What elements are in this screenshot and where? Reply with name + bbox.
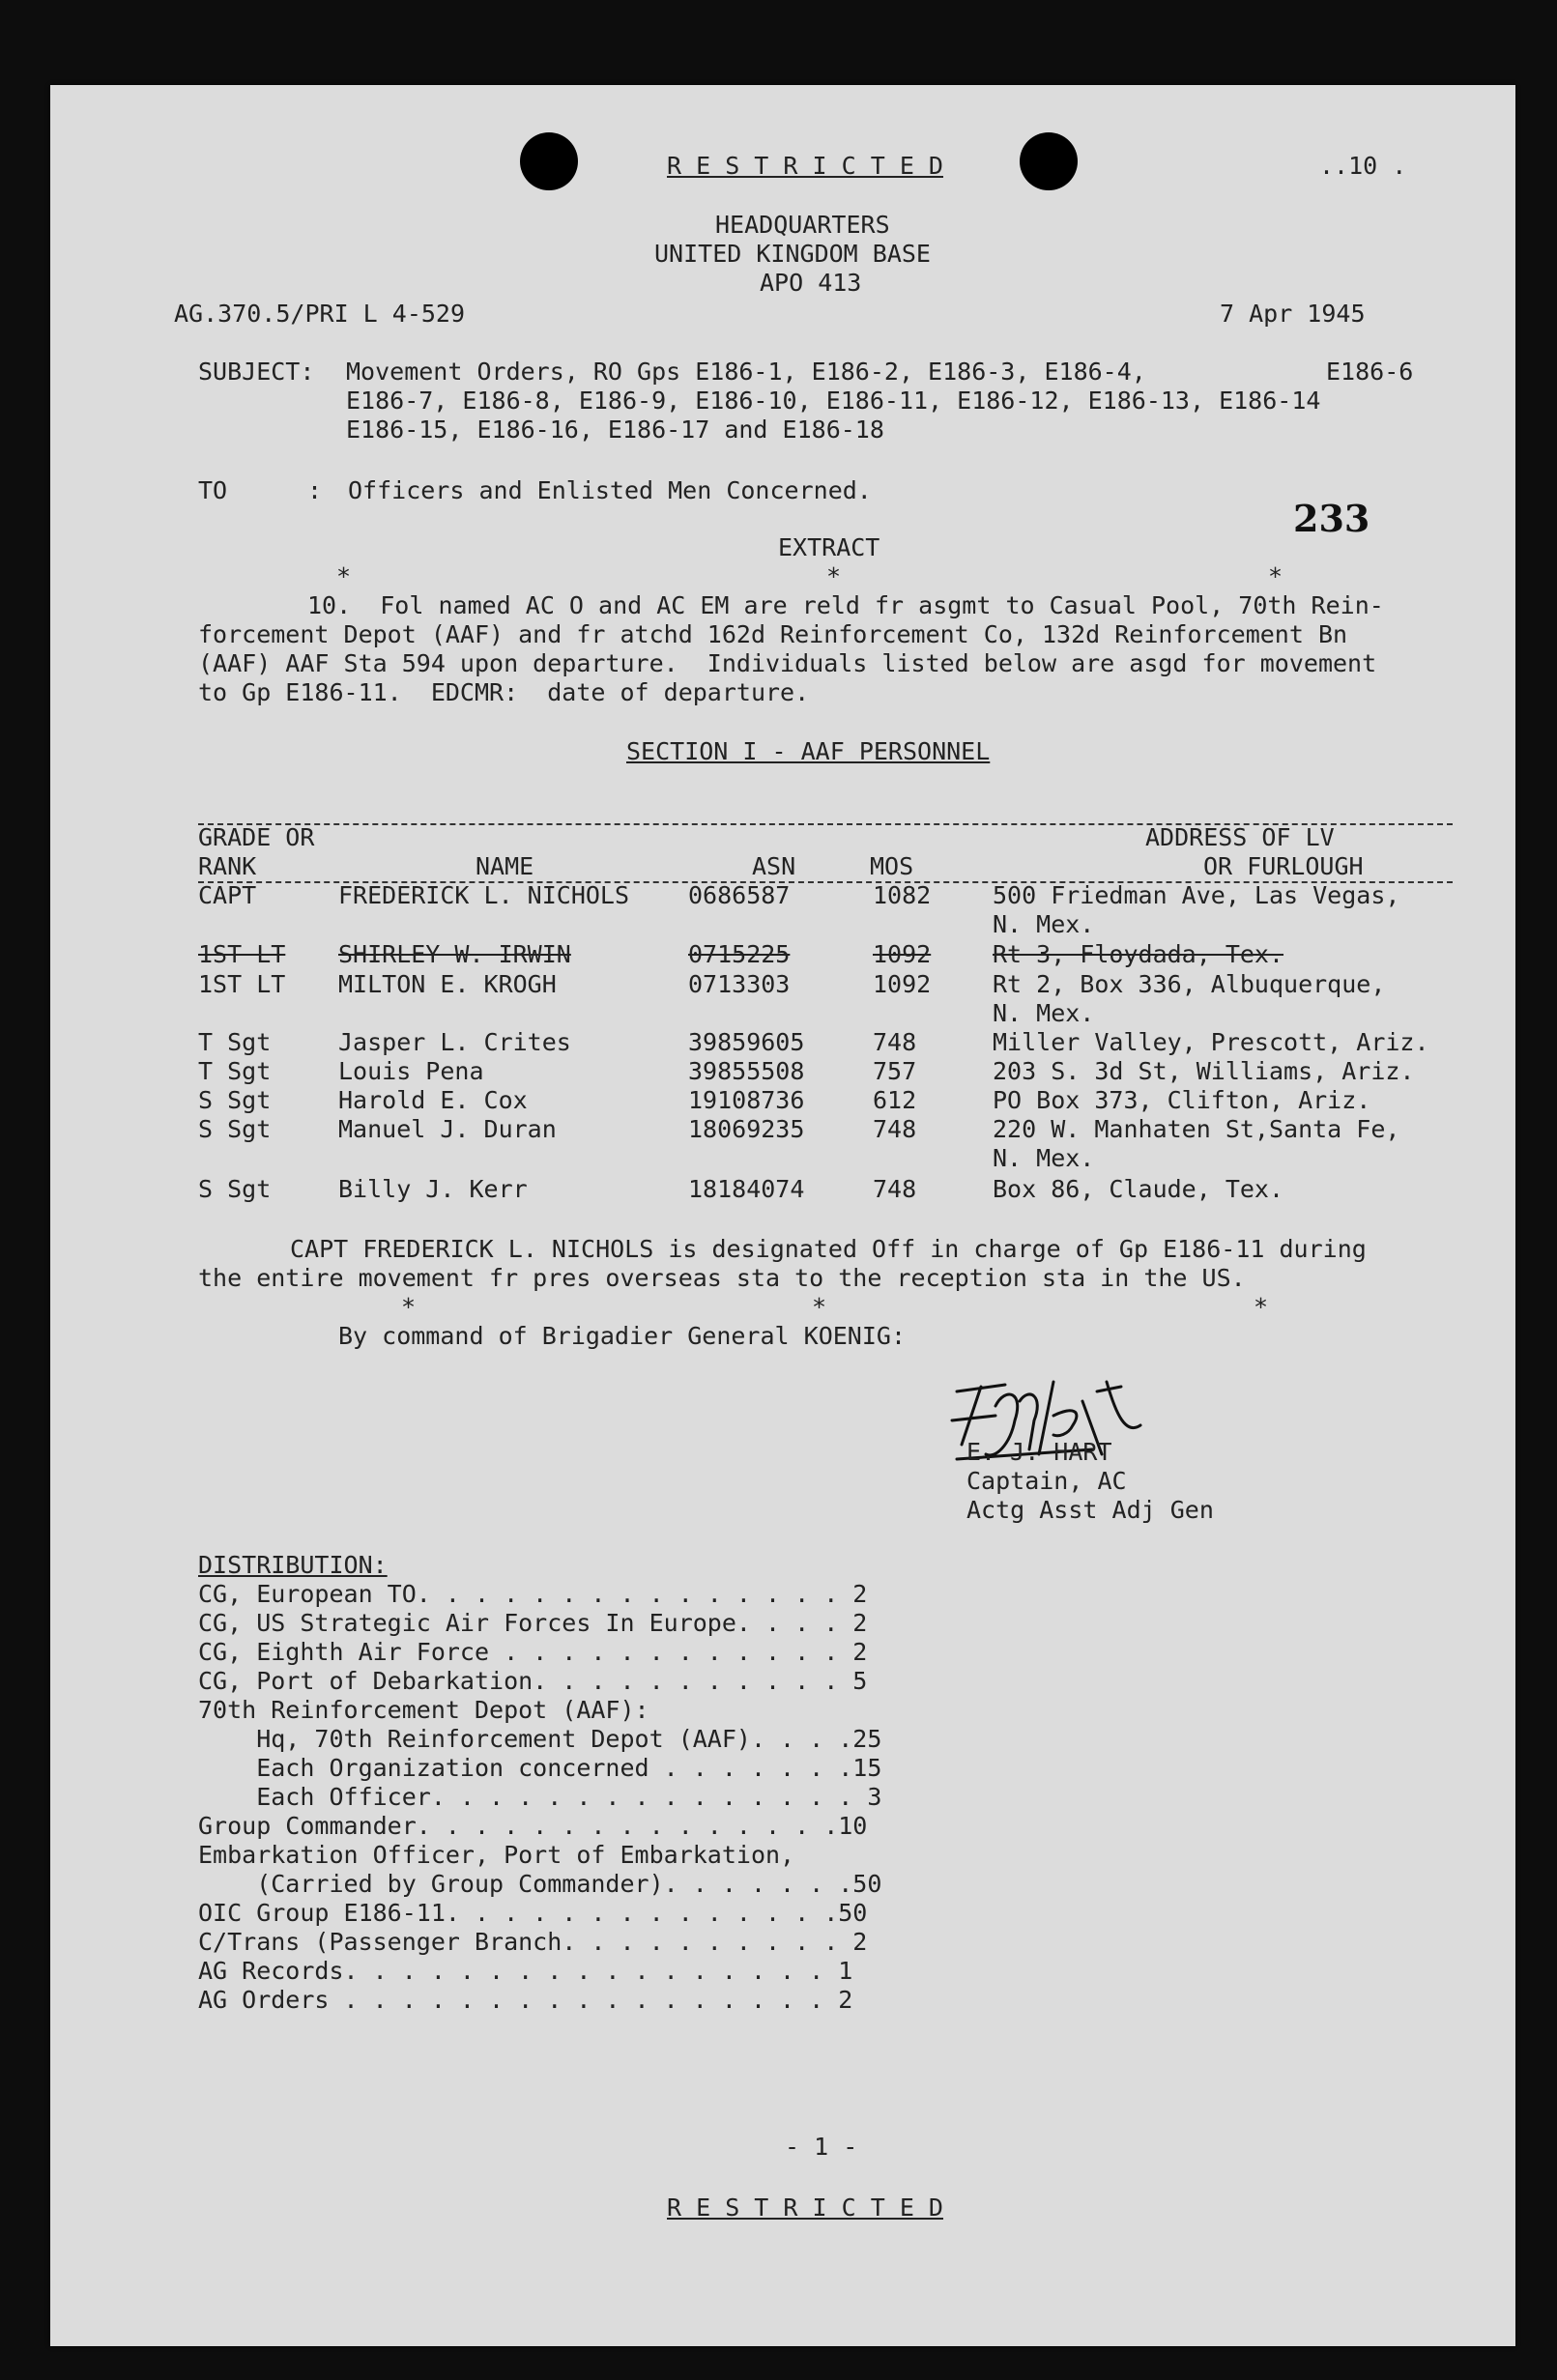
signatory-position: Actg Asst Adj Gen <box>966 1496 1214 1524</box>
stamp-number: 233 <box>1293 497 1370 540</box>
table-cell-rank: CAPT <box>198 881 257 909</box>
table-cell-address: Miller Valley, Prescott, Ariz. <box>993 1028 1429 1056</box>
table-cell-name: MILTON E. KROGH <box>338 970 557 998</box>
star-6: * <box>1254 1293 1269 1321</box>
table-cell-asn: 19108736 <box>688 1086 805 1114</box>
distribution-line: Embarkation Officer, Port of Embarkation, <box>198 1841 795 1869</box>
paragraph-line-2: forcement Depot (AAF) and fr atchd 162d Reinforcement Co, 132d Reinforcement Bn <box>198 620 1348 648</box>
paragraph-line-3: (AAF) AAF Sta 594 upon departure. Individuals listed below are asgd for movement <box>198 649 1377 677</box>
table-cell-rank: 1ST LT <box>198 940 286 968</box>
header-grade-2: RANK <box>198 852 257 880</box>
table-cell-name: Jasper L. Crites <box>338 1028 571 1056</box>
signatory-title: Captain, AC <box>966 1467 1127 1495</box>
header-asn: ASN <box>752 852 796 880</box>
distribution-line: OIC Group E186-11. . . . . . . . . . . . . .50 <box>198 1899 868 1927</box>
distribution-line: CG, Eighth Air Force . . . . . . . . . . . . 2 <box>198 1638 868 1666</box>
distribution-line: C/Trans (Passenger Branch. . . . . . . . . . 2 <box>198 1928 868 1956</box>
table-cell-name: FREDERICK L. NICHOLS <box>338 881 630 909</box>
table-cell-asn: 0715225 <box>688 940 791 968</box>
subject-label: SUBJECT: <box>198 358 315 386</box>
table-cell-mos: 612 <box>873 1086 917 1114</box>
table-cell-name: Harold E. Cox <box>338 1086 528 1114</box>
hq-line-1: HEADQUARTERS <box>715 211 890 239</box>
table-cell-address-cont: N. Mex. <box>993 910 1095 938</box>
table-cell-asn: 18184074 <box>688 1175 805 1203</box>
header-name: NAME <box>476 852 534 880</box>
table-cell-name: SHIRLEY W. IRWIN <box>338 940 571 968</box>
table-cell-rank: T Sgt <box>198 1057 272 1085</box>
subject-line-2: E186-7, E186-8, E186-9, E186-10, E186-11, E186-12, E186-13, E186-14 <box>346 387 1321 415</box>
distribution-line: Group Commander. . . . . . . . . . . . . . .10 <box>198 1812 868 1840</box>
star-2: * <box>826 562 842 590</box>
table-cell-name: Louis Pena <box>338 1057 484 1085</box>
table-cell-mos: 748 <box>873 1115 917 1143</box>
table-cell-asn: 39855508 <box>688 1057 805 1085</box>
distribution-line: (Carried by Group Commander). . . . . . .50 <box>198 1870 882 1898</box>
punch-hole-right <box>1020 132 1078 190</box>
table-cell-address-cont: N. Mex. <box>993 1144 1095 1172</box>
hq-line-2: UNITED KINGDOM BASE <box>654 240 931 268</box>
header-mos: MOS <box>870 852 914 880</box>
table-cell-address: 203 S. 3d St, Williams, Ariz. <box>993 1057 1415 1085</box>
table-cell-name: Billy J. Kerr <box>338 1175 528 1203</box>
subject-line-1-end: E186-6 <box>1326 358 1414 386</box>
table-cell-mos: 757 <box>873 1057 917 1085</box>
header-grade-1: GRADE OR <box>198 823 315 851</box>
distribution-line: CG, US Strategic Air Forces In Europe. . . . 2 <box>198 1609 868 1637</box>
distribution-line: AG Orders . . . . . . . . . . . . . . . . . 2 <box>198 1986 853 2014</box>
to-label: TO <box>198 476 228 504</box>
table-cell-address: PO Box 373, Clifton, Ariz. <box>993 1086 1371 1114</box>
to-colon: : <box>307 476 323 504</box>
section-title: SECTION I - AAF PERSONNEL <box>626 737 991 765</box>
distribution-line: AG Records. . . . . . . . . . . . . . . . . 1 <box>198 1957 853 1985</box>
table-cell-mos: 1092 <box>873 970 932 998</box>
table-cell-address: Rt 3, Floydada, Tex. <box>993 940 1284 968</box>
table-cell-rank: S Sgt <box>198 1086 272 1114</box>
star-5: * <box>812 1293 827 1321</box>
table-cell-asn: 0686587 <box>688 881 791 909</box>
table-cell-mos: 1092 <box>873 940 932 968</box>
page-mark: ..10 . <box>1319 152 1407 180</box>
subject-line-3: E186-15, E186-16, E186-17 and E186-18 <box>346 416 884 444</box>
header-address-1: ADDRESS OF LV <box>1145 823 1335 851</box>
punch-hole-left <box>520 132 578 190</box>
table-cell-mos: 748 <box>873 1175 917 1203</box>
table-cell-mos: 1082 <box>873 881 932 909</box>
signatory-name: E. J. HART <box>966 1438 1112 1466</box>
table-cell-asn: 0713303 <box>688 970 791 998</box>
star-4: * <box>401 1293 417 1321</box>
extract-label: EXTRACT <box>778 533 880 561</box>
designation-line-1: CAPT FREDERICK L. NICHOLS is designated Off in charge of Gp E186-11 during <box>290 1235 1367 1263</box>
page-number: - 1 - <box>785 2133 858 2161</box>
distribution-line: Each Organization concerned . . . . . . .15 <box>198 1754 882 1782</box>
distribution-line: Hq, 70th Reinforcement Depot (AAF). . . .25 <box>198 1725 882 1753</box>
table-cell-address: 220 W. Manhaten St,Santa Fe, <box>993 1115 1400 1143</box>
table-cell-rank: T Sgt <box>198 1028 272 1056</box>
to-text: Officers and Enlisted Men Concerned. <box>348 476 872 504</box>
distribution-line: CG, European TO. . . . . . . . . . . . . . . 2 <box>198 1580 868 1608</box>
distribution-line: Each Officer. . . . . . . . . . . . . . . 3 <box>198 1783 882 1811</box>
paragraph-line-4: to Gp E186-11. EDCMR: date of departure. <box>198 678 810 706</box>
table-cell-mos: 748 <box>873 1028 917 1056</box>
paragraph-line-1: 10. Fol named AC O and AC EM are reld fr asgmt to Casual Pool, 70th Rein- <box>307 591 1384 619</box>
order-date: 7 Apr 1945 <box>1220 300 1366 328</box>
hq-line-3: APO 413 <box>760 269 862 297</box>
distribution-line: 70th Reinforcement Depot (AAF): <box>198 1696 649 1724</box>
table-cell-address: Box 86, Claude, Tex. <box>993 1175 1284 1203</box>
table-cell-rank: S Sgt <box>198 1175 272 1203</box>
classification-footer: R E S T R I C T E D <box>667 2194 943 2222</box>
table-cell-asn: 18069235 <box>688 1115 805 1143</box>
table-cell-address-cont: N. Mex. <box>993 999 1095 1027</box>
table-cell-address: Rt 2, Box 336, Albuquerque, <box>993 970 1386 998</box>
classification-header: R E S T R I C T E D <box>667 152 943 180</box>
table-cell-asn: 39859605 <box>688 1028 805 1056</box>
table-cell-name: Manuel J. Duran <box>338 1115 557 1143</box>
star-3: * <box>1268 562 1283 590</box>
header-address-2: OR FURLOUGH <box>1203 852 1364 880</box>
distribution-line: CG, Port of Debarkation. . . . . . . . . . . 5 <box>198 1667 868 1695</box>
file-reference: AG.370.5/PRI L 4-529 <box>174 300 466 328</box>
command-line: By command of Brigadier General KOENIG: <box>338 1322 906 1350</box>
star-1: * <box>336 562 352 590</box>
subject-line-1: Movement Orders, RO Gps E186-1, E186-2, E186-3, E186-4, <box>346 358 1146 386</box>
designation-line-2: the entire movement fr pres overseas sta to the reception sta in the US. <box>198 1264 1246 1292</box>
distribution-title: DISTRIBUTION: <box>198 1551 388 1579</box>
table-cell-rank: S Sgt <box>198 1115 272 1143</box>
table-cell-rank: 1ST LT <box>198 970 286 998</box>
table-cell-address: 500 Friedman Ave, Las Vegas, <box>993 881 1400 909</box>
